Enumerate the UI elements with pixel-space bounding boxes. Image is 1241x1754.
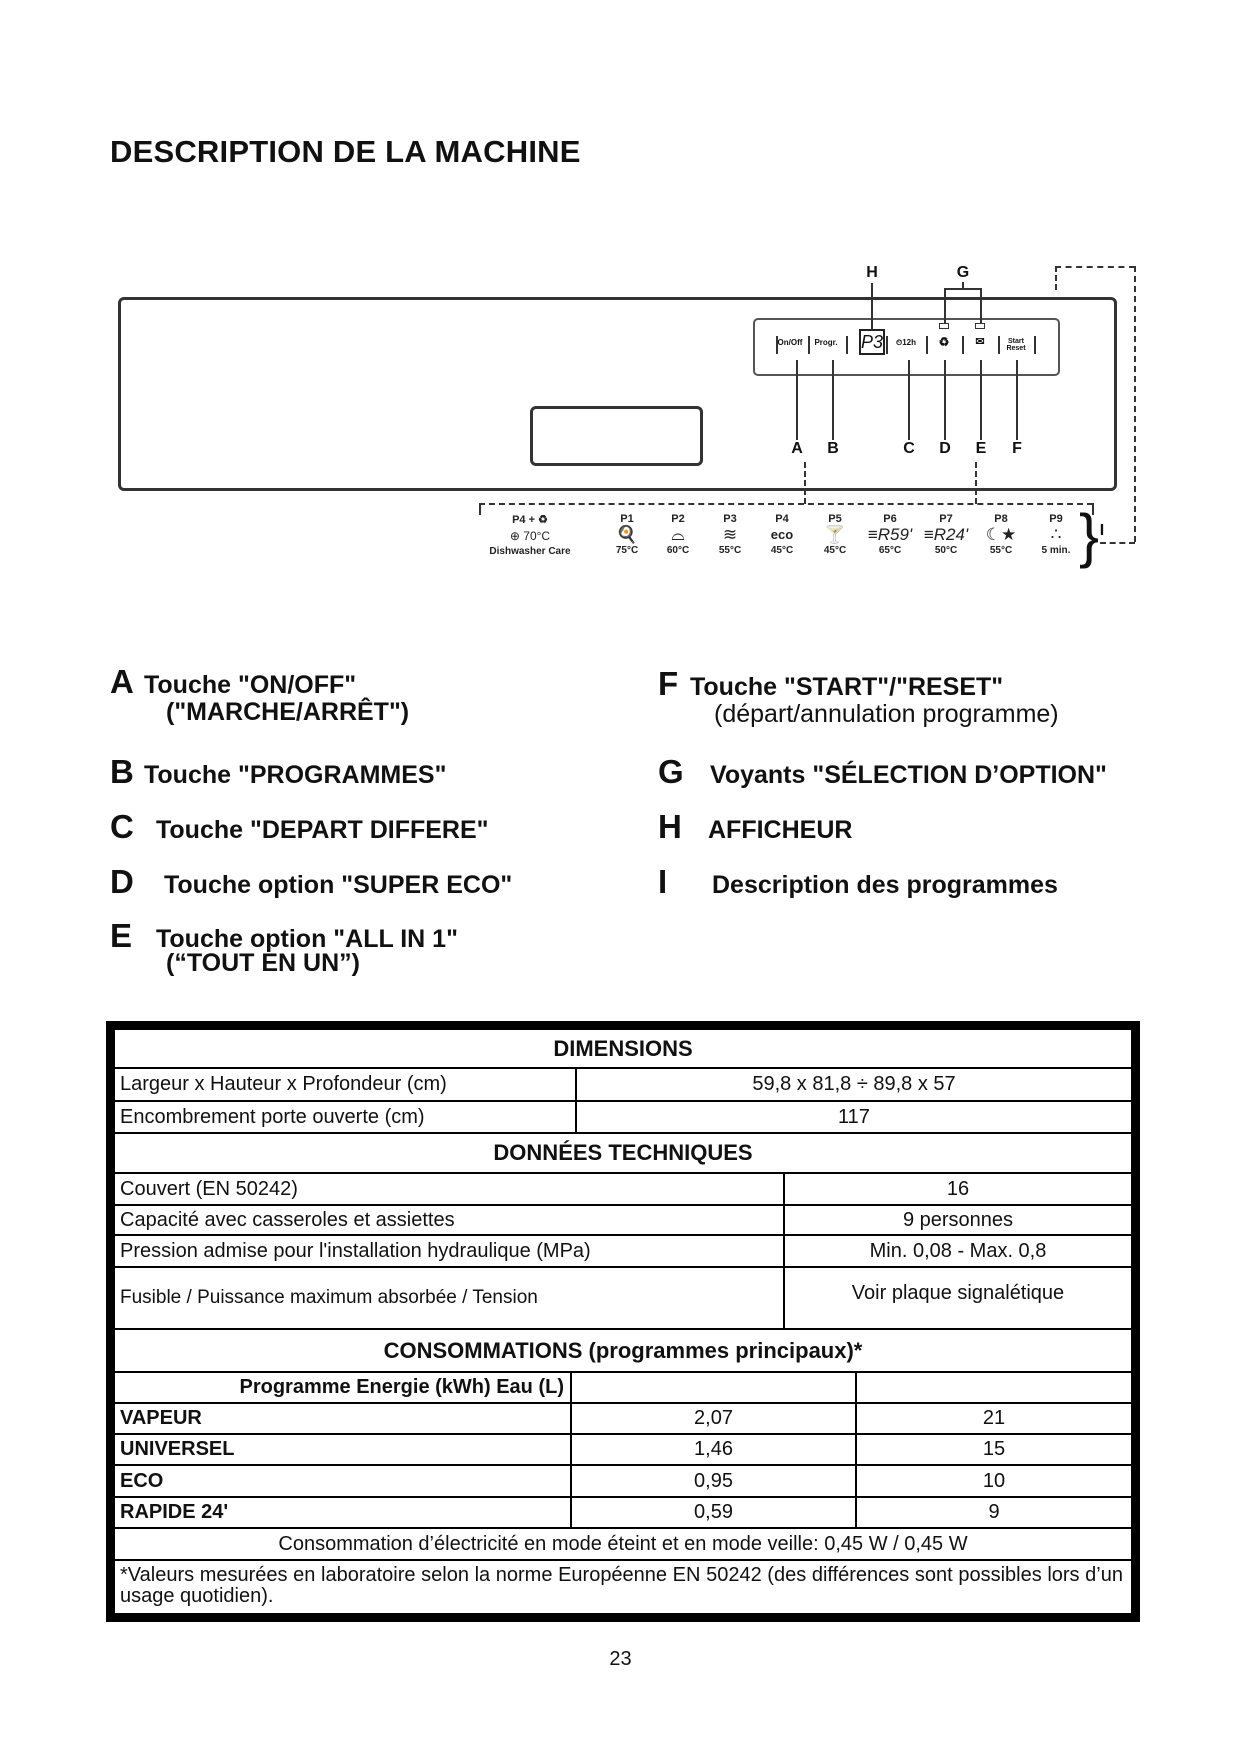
legend-g: G Voyants "SÉLECTION D’OPTION" [658, 753, 1107, 790]
standby-row: Consommation d’électricité en mode éteint et en mode veille: 0,45 W / 0,45 W [115, 1529, 1131, 1561]
table-row: Largeur x Hauteur x Profondeur (cm) 59,8 x 81,8 ÷ 89,8 x 57 [115, 1069, 1131, 1102]
table-row: Capacité avec casseroles et assiettes 9 personnes [115, 1206, 1131, 1236]
table-row: ECO 0,95 10 [115, 1466, 1131, 1498]
separator [846, 336, 848, 354]
program-p8: P8 ☾★ 55°C [985, 513, 1017, 556]
callout-b: B [827, 440, 839, 457]
program-p1: P1 🍳 75°C [615, 513, 639, 556]
legend-d: D Touche option "SUPER ECO" [110, 863, 513, 900]
callout-c: C [903, 440, 915, 457]
display-screen: P3 [859, 329, 885, 355]
separator [1034, 336, 1036, 354]
rapid-24-icon: ≡R24' [923, 525, 969, 544]
door-handle [530, 406, 703, 466]
specifications-table [106, 1021, 1140, 1622]
separator [808, 336, 810, 354]
night-icon: ☾★ [985, 525, 1017, 544]
page-title: DESCRIPTION DE LA MACHINE [110, 134, 581, 169]
program-p5: P5 🍸 45°C [823, 513, 847, 556]
table-row: Fusible / Puissance maximum absorbée / Tension Voir plaque signalétique [115, 1268, 1131, 1330]
table-row: Pression admise pour l'installation hydraulique (MPa) Min. 0,08 - Max. 0,8 [115, 1236, 1131, 1268]
on-off-key: On/Off [777, 338, 803, 347]
callout-g: G [956, 264, 970, 281]
program-p4-care: P4 + ♻ ⊕ 70°C Dishwasher Care [489, 514, 571, 557]
glass-icon: 🍸 [824, 525, 846, 544]
program-p3: P3 ≋ 55°C [718, 513, 742, 556]
table-row: Couvert (EN 50242) 16 [115, 1174, 1131, 1206]
prewash-icon: ∴ [1050, 525, 1062, 544]
program-p9: P9 ∴ 5 min. [1041, 513, 1071, 556]
callout-e: E [975, 440, 987, 457]
page-number: 23 [609, 1648, 632, 1670]
legend-c: C Touche "DEPART DIFFERE" [110, 808, 489, 845]
callout-a: A [791, 440, 803, 457]
program-p4: P4 eco 45°C [770, 513, 794, 556]
legend-a: A Touche "ON/OFF" ("MARCHE/ARRÊT") [110, 663, 410, 726]
callout-d: D [939, 440, 951, 457]
all-in-one-key: ✉ [975, 336, 985, 348]
rapid-59-icon: ≡R59' [867, 525, 913, 544]
callout-h: H [866, 264, 878, 281]
legend-i: I Description des programmes [658, 863, 1058, 900]
legend-f: F Touche "START"/"RESET" (départ/annulation programme) [658, 665, 1059, 728]
table-row: Encombrement porte ouverte (cm) 117 [115, 1102, 1131, 1134]
pan-icon: 🍳 [616, 525, 638, 544]
consumption-subheader: Programme Energie (kWh) Eau (L) [115, 1373, 1131, 1404]
legend-e: E Touche option "ALL IN 1" (“TOUT EN UN”) [110, 917, 458, 977]
option-led [939, 323, 949, 329]
eco-icon: eco [770, 527, 794, 542]
separator [962, 336, 964, 354]
table-row: UNIVERSEL 1,46 15 [115, 1435, 1131, 1466]
plates-icon: ≋ [722, 525, 738, 544]
callout-f: F [1012, 440, 1022, 457]
table-row: RAPIDE 24' 0,59 9 [115, 1498, 1131, 1529]
callout-i: I [1099, 522, 1105, 539]
start-reset-key: Start Reset [1006, 338, 1026, 352]
brace: } [1079, 502, 1100, 569]
legend-b: B Touche "PROGRAMMES" [110, 753, 447, 790]
super-eco-key: ♻ [938, 335, 950, 349]
separator [886, 336, 888, 354]
consumption-header: CONSOMMATIONS (programmes principaux)* [115, 1330, 1131, 1373]
technical-header: DONNÉES TECHNIQUES [115, 1134, 1131, 1174]
note-row: *Valeurs mesurées en laboratoire selon la norme Européenne EN 50242 (des différences sont possibles lors d’un usage quotidien). [120, 1564, 1123, 1607]
table-row: VAPEUR 2,07 21 [115, 1404, 1131, 1435]
pot-icon: ⌓ [671, 525, 685, 544]
option-led [975, 323, 985, 329]
program-key: Progr. [814, 338, 838, 347]
legend-h: H AFFICHEUR [658, 808, 853, 845]
dimensions-header: DIMENSIONS [115, 1030, 1131, 1069]
delay-key: ⏲12h [895, 338, 917, 347]
program-p7: P7 ≡R24' 50°C [923, 513, 969, 556]
program-p2: P2 ⌓ 60°C [666, 513, 690, 556]
separator [998, 336, 1000, 354]
program-p6: P6 ≡R59' 65°C [867, 513, 913, 556]
separator [926, 336, 928, 354]
